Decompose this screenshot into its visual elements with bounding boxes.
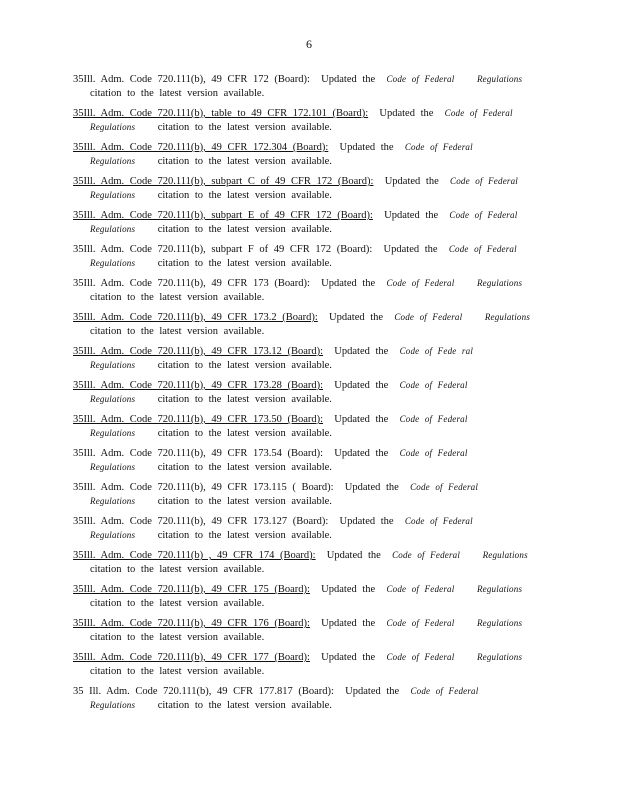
citation-entry (73, 617, 543, 651)
entry-line-1 (73, 583, 543, 597)
cfr-title-italic: Code of Federal (444, 108, 513, 118)
citation-note: citation to the latest version available. (157, 189, 332, 201)
citation-reference: 35Ill. Adm. Code 720.111(b), 49 CFR 173.12 (Board): (73, 346, 324, 357)
cfr-title-italic: Code of Federal (399, 414, 468, 424)
regulations-word: Regulations (90, 189, 136, 200)
regulations-word: Regulations (90, 699, 136, 710)
citation-entry (73, 379, 543, 413)
citation-entry (73, 277, 543, 311)
regulations-word: Regulations (90, 529, 136, 540)
regulations-word: Regulations (476, 618, 523, 628)
citation-note: citation to the latest version available. (157, 257, 332, 269)
regulations-word: Regulations (90, 257, 136, 268)
citation-entry (73, 413, 543, 447)
cfr-title-italic: Code of Federal (386, 74, 455, 84)
action-text: Updated the (384, 210, 439, 221)
entry-line-1 (73, 447, 543, 461)
regulations-word: Regulations (476, 278, 523, 288)
citation-note: citation to the latest version available. (157, 121, 332, 133)
entry-line-2 (73, 461, 543, 475)
entry-line-1 (73, 617, 543, 631)
action-text: Updated the (334, 448, 389, 459)
citation-note: citation to the latest version available. (157, 427, 332, 439)
regulations-word: Regulations (484, 312, 531, 322)
action-text: Updated the (321, 584, 376, 595)
citation-entry (73, 515, 543, 549)
action-text: Updated the (334, 380, 389, 391)
citation-note: citation to the latest version available. (157, 155, 332, 167)
entry-line-1 (73, 175, 543, 189)
entry-line-1 (73, 481, 543, 495)
citation-entry (73, 651, 543, 685)
cfr-title-italic: Code of Federal (448, 244, 517, 254)
entry-line-1 (73, 345, 543, 359)
citation-reference: 35Ill. Adm. Code 720.111(b), 49 CFR 177 (Board): (73, 652, 310, 663)
citation-note: citation to the latest version available. (90, 563, 265, 575)
entry-line-1 (73, 685, 543, 699)
citation-entry (73, 549, 543, 583)
action-text: Updated the (334, 346, 389, 357)
citation-reference: 35Ill. Adm. Code 720.111(b), 49 CFR 173.127 (Board): (73, 516, 329, 527)
citation-note: citation to the latest version available. (157, 699, 332, 711)
citation-reference: 35Ill. Adm. Code 720.111(b), 49 CFR 175 (Board): (73, 584, 310, 595)
entry-line-2 (73, 563, 543, 577)
regulations-word: Regulations (476, 584, 523, 594)
citation-list (73, 73, 543, 719)
citation-note: citation to the latest version available. (90, 665, 265, 677)
citation-reference: 35Ill. Adm. Code 720.111(b), 49 CFR 172 (Board): (73, 74, 310, 85)
cfr-title-italic: Code of Federal (386, 618, 455, 628)
cfr-title-italic: Code of Federal (404, 516, 473, 526)
action-text: Updated the (321, 278, 376, 289)
citation-reference: 35Ill. Adm. Code 720.111(b), 49 CFR 173.50 (Board): (73, 414, 324, 425)
entry-line-1 (73, 651, 543, 665)
citation-entry (73, 481, 543, 515)
entry-line-1 (73, 107, 543, 121)
entry-line-1 (73, 311, 543, 325)
citation-note: citation to the latest version available. (157, 495, 332, 507)
entry-line-2 (73, 189, 543, 203)
entry-line-1 (73, 413, 543, 427)
entry-line-1 (73, 73, 543, 87)
action-text: Updated the (384, 176, 439, 187)
entry-line-2 (73, 291, 543, 305)
entry-line-1 (73, 379, 543, 393)
citation-reference: 35Ill. Adm. Code 720.111(b), 49 CFR 173 (Board): (73, 278, 310, 289)
citation-reference: 35Ill. Adm. Code 720.111(b), subpart E of 49 CFR 172 (Board): (73, 210, 373, 221)
entry-line-2 (73, 155, 543, 169)
regulations-word: Regulations (476, 74, 523, 84)
action-text: Updated the (321, 618, 376, 629)
entry-line-2 (73, 257, 543, 271)
entry-line-2 (73, 699, 543, 713)
citation-reference: 35Ill. Adm. Code 720.111(b), subpart F of 49 CFR 172 (Board): (73, 244, 373, 255)
citation-entry (73, 447, 543, 481)
entry-line-2 (73, 87, 543, 101)
citation-note: citation to the latest version available. (157, 223, 332, 235)
entry-line-1 (73, 243, 543, 257)
citation-note: citation to the latest version available. (157, 529, 332, 541)
cfr-title-italic: Code of Federal (394, 312, 463, 322)
cfr-title-italic: Code of Federal (386, 584, 455, 594)
citation-reference: 35Ill. Adm. Code 720.111(b), 49 CFR 172.304 (Board): (73, 142, 329, 153)
entry-line-2 (73, 223, 543, 237)
regulations-word: Regulations (90, 223, 136, 234)
action-text: Updated the (383, 244, 438, 255)
citation-reference: 35Ill. Adm. Code 720.111(b), 49 CFR 173.28 (Board): (73, 380, 324, 391)
action-text: Updated the (344, 482, 399, 493)
entry-line-2 (73, 359, 543, 373)
entry-line-1 (73, 549, 543, 563)
action-text: Updated the (345, 686, 400, 697)
cfr-title-italic: Code of Federal (410, 686, 479, 696)
entry-line-2 (73, 665, 543, 679)
citation-entry (73, 345, 543, 379)
citation-reference: 35Ill. Adm. Code 720.111(b), 49 CFR 173.115 ( Board): (73, 482, 334, 493)
citation-entry (73, 209, 543, 243)
citation-reference: 35Ill. Adm. Code 720.111(b), table to 49 CFR 172.101 (Board): (73, 108, 369, 119)
regulations-word: Regulations (90, 359, 136, 370)
action-text: Updated the (339, 142, 394, 153)
citation-reference: 35Ill. Adm. Code 720.111(b) , 49 CFR 174 (Board): (73, 550, 316, 561)
cfr-title-italic: Code of Federal (399, 380, 468, 390)
citation-reference: 35 Ill. Adm. Code 720.111(b), 49 CFR 177.817 (Board): (73, 686, 334, 697)
entry-line-2 (73, 121, 543, 135)
page-number: 6 (306, 37, 312, 51)
citation-note: citation to the latest version available. (90, 87, 265, 99)
action-text: Updated the (326, 550, 381, 561)
cfr-title-italic: Code of Fede ral (399, 346, 474, 356)
citation-note: citation to the latest version available. (157, 359, 332, 371)
regulations-word: Regulations (90, 495, 136, 506)
action-text: Updated the (321, 652, 376, 663)
citation-reference: 35Ill. Adm. Code 720.111(b), subpart C of 49 CFR 172 (Board): (73, 176, 374, 187)
entry-line-1 (73, 277, 543, 291)
entry-line-1 (73, 515, 543, 529)
citation-note: citation to the latest version available. (157, 393, 332, 405)
citation-entry (73, 107, 543, 141)
citation-entry (73, 175, 543, 209)
citation-entry (73, 583, 543, 617)
cfr-title-italic: Code of Federal (450, 176, 518, 186)
regulations-word: Regulations (90, 121, 136, 132)
regulations-word: Regulations (90, 155, 136, 166)
entry-line-2 (73, 495, 543, 509)
regulations-word: Regulations (90, 427, 136, 438)
citation-entry (73, 243, 543, 277)
citation-note: citation to the latest version available. (90, 325, 265, 337)
citation-reference: 35Ill. Adm. Code 720.111(b), 49 CFR 176 (Board): (73, 618, 310, 629)
cfr-title-italic: Code of Federal (399, 448, 468, 458)
citation-entry (73, 141, 543, 175)
cfr-title-italic: Code of Federal (449, 210, 518, 220)
action-text: Updated the (379, 108, 434, 119)
regulations-word: Regulations (90, 393, 136, 404)
regulations-word: Regulations (482, 550, 528, 560)
citation-note: citation to the latest version available. (90, 291, 265, 303)
entry-line-2 (73, 631, 543, 645)
cfr-title-italic: Code of Federal (392, 550, 461, 560)
cfr-title-italic: Code of Federal (386, 278, 455, 288)
citation-entry (73, 311, 543, 345)
entry-line-2 (73, 597, 543, 611)
entry-line-1 (73, 141, 543, 155)
regulations-word: Regulations (476, 652, 523, 662)
entry-line-2 (73, 427, 543, 441)
entry-line-2 (73, 529, 543, 543)
entry-line-2 (73, 325, 543, 339)
regulations-word: Regulations (90, 461, 136, 472)
citation-note: citation to the latest version available. (90, 631, 265, 643)
cfr-title-italic: Code of Federal (410, 482, 479, 492)
entry-line-2 (73, 393, 543, 407)
citation-reference: 35Ill. Adm. Code 720.111(b), 49 CFR 173.2 (Board): (73, 312, 318, 323)
citation-note: citation to the latest version available. (157, 461, 332, 473)
citation-entry (73, 73, 543, 107)
citation-entry (73, 685, 543, 719)
action-text: Updated the (329, 312, 384, 323)
citation-note: citation to the latest version available. (90, 597, 265, 609)
citation-reference: 35Ill. Adm. Code 720.111(b), 49 CFR 173.54 (Board): (73, 448, 324, 459)
action-text: Updated the (339, 516, 394, 527)
action-text: Updated the (321, 74, 376, 85)
cfr-title-italic: Code of Federal (404, 142, 473, 152)
action-text: Updated the (334, 414, 389, 425)
cfr-title-italic: Code of Federal (386, 652, 455, 662)
entry-line-1 (73, 209, 543, 223)
